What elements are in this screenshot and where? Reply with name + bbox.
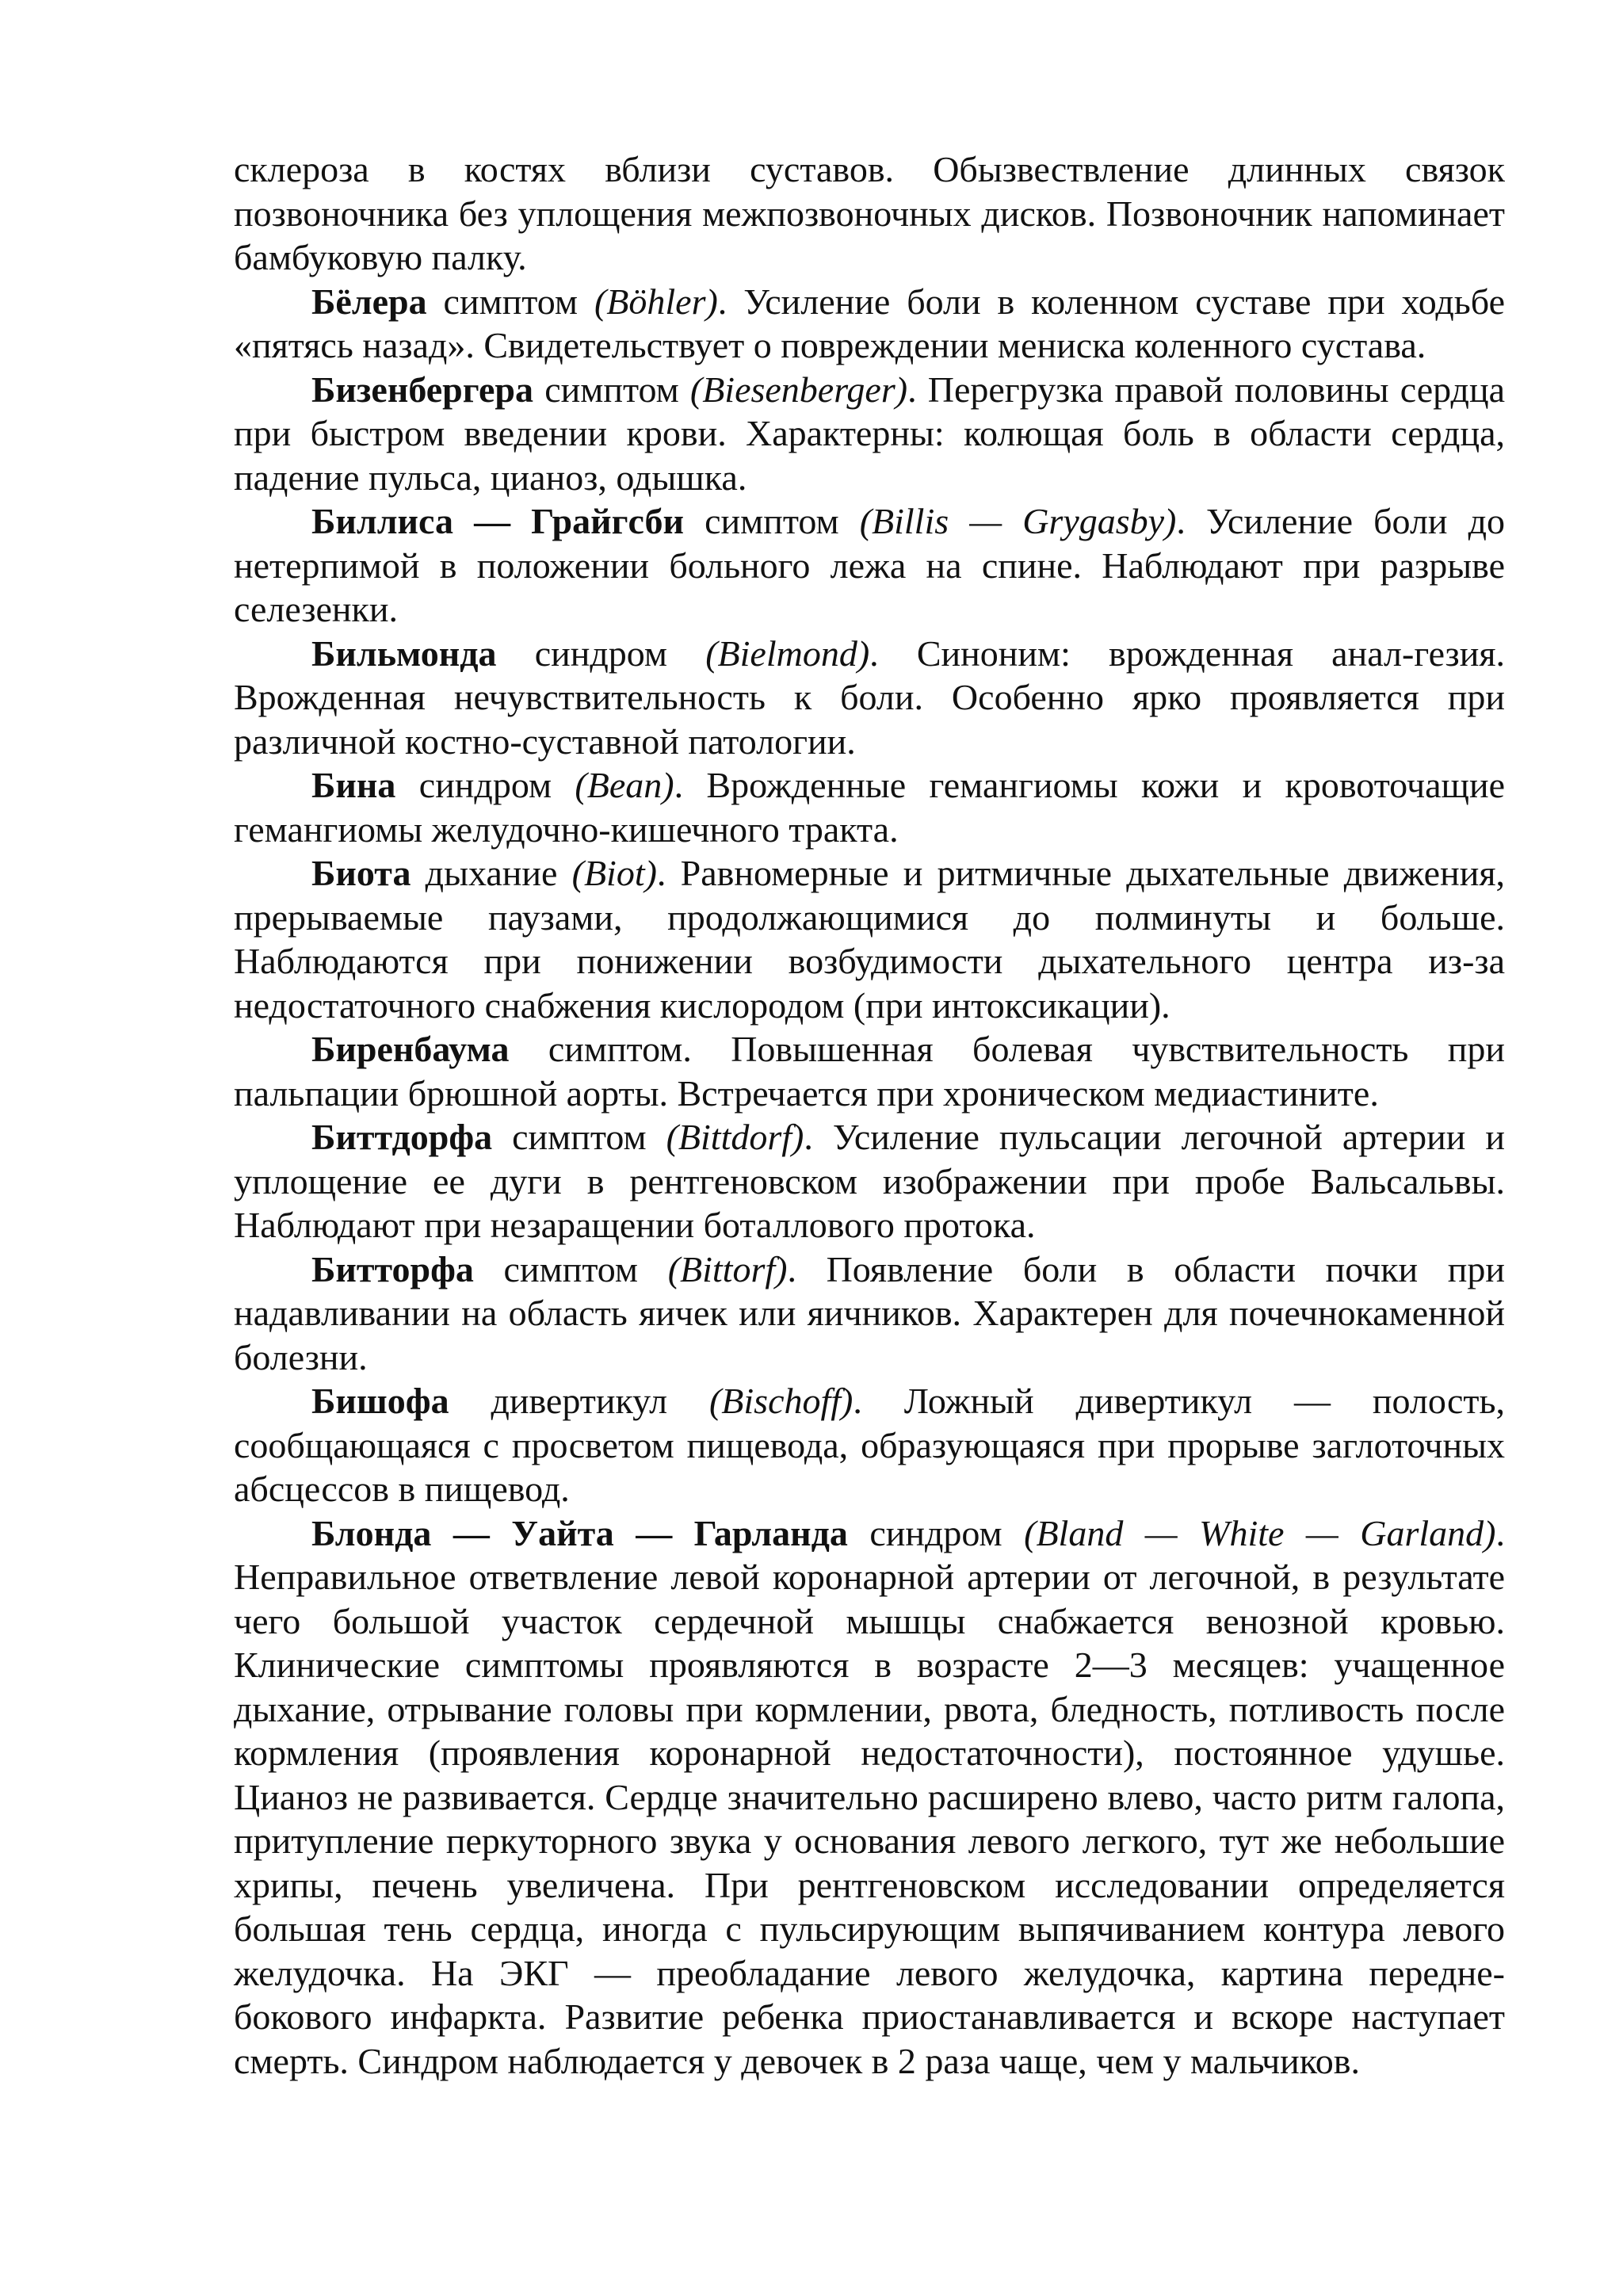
entry-term: Блонда — Уайта — Гарланда [311, 1512, 848, 1553]
paragraph-text: склероза в костях вблизи суставов. Обызвествление длинных связок позвоночника без уплощения межпозвоночных дисков. Позвоночник напоминает бамбуковую палку. [234, 149, 1505, 277]
entry-term: Биота [311, 853, 411, 893]
entry-term: Биренбаума [311, 1029, 510, 1069]
entry-term: Бильмонда [311, 632, 497, 674]
entry-description: . Усиление боли до нетерпимой в положении больного лежа на спине. Наблюдают при разрыве селезенки. [234, 501, 1506, 629]
document-page [234, 147, 1505, 2083]
entry-description: . Перегрузка правой половины сердца при быстром введении крови. Характерны: колющая боль в области сердца, падение пульса, цианоз, одышка. [234, 369, 1505, 498]
entry-term: Бизенбергера [311, 369, 533, 410]
entry-paragraph-biot [234, 851, 1505, 1027]
entry-description: Повышенная болевая чувствительность при пальпации брюшной аорты. Встречается при хроническом медиастините. [234, 1029, 1505, 1114]
continuation-paragraph [234, 147, 1505, 280]
entry-kind: синдром [395, 765, 575, 805]
entry-latin-name: (Bittorf) [667, 1248, 788, 1289]
entry-kind: симптом [684, 501, 860, 541]
entry-latin-name: (Biot) [571, 853, 657, 893]
entry-kind: симптом [492, 1117, 666, 1157]
entry-description: . Усиление боли в коленном суставе при ходьбе «пятясь назад». Свидетельствует о повреждении мениска коленного сустава. [234, 281, 1505, 365]
entry-kind: синдром [847, 1512, 1025, 1553]
entry-paragraph-bittorf [234, 1247, 1505, 1380]
entry-paragraph-bland-white-garland [234, 1511, 1505, 2084]
entry-term: Биллиса — Грайгсби [311, 501, 685, 541]
entry-kind: дивертикул [449, 1381, 709, 1421]
entry-description: . Усиление пульсации легочной артерии и уплощение ее дуги в рентгеновском изображении при пробе Вальсальвы. Наблюдают при незаращении боталлового протока. [234, 1117, 1505, 1245]
entry-description: . Равномерные и ритмичные дыхательные движения, прерываемые паузами, продолжающимися до полминуты и больше. Наблюдаются при понижении возбудимости дыхательного центра из-за недостаточного снабжения кислородом (при интоксикации). [234, 853, 1505, 1026]
entry-kind: симптом [426, 281, 594, 322]
entry-kind: симптом. [509, 1029, 692, 1069]
entry-term: Биттдорфа [311, 1117, 493, 1157]
entry-paragraph-billis [234, 499, 1505, 632]
entry-latin-name: (Böhler) [594, 281, 718, 322]
entry-description: . Ложный дивертикул — полость, сообщающаяся с просветом пищевода, образующаяся при прорыве заглоточных абсцессов в пищевод. [234, 1381, 1505, 1509]
entry-term: Битторфа [311, 1248, 474, 1289]
entry-paragraph-biesenberger [234, 368, 1505, 500]
entry-description: . Неправильное ответвление левой коронарной артерии от легочной, в результате чего большой участок сердечной мышцы снабжается венозной кровью. Клинические симптомы проявляются в возрасте 2—3 месяцев: учащенное дыхание, отрывание головы при кормлении, рвота, бледность, потливость после кормления (проявления коронарной недостаточности), постоянное удушье. Цианоз не развивается. Сердце значительно расширено влево, часто ритм галопа, притупление перкуторного звука у основания левого легкого, тут же небольшие хрипы, печень увеличена. При рентгеновском исследовании определяется большая тень сердца, иногда с пульсирующим выпячиванием контура левого желудочка. На ЭКГ — преобладание левого желудочка, картина передне-бокового инфаркта. Развитие ребенка приостанавливается и вскоре наступает смерть. Синдром наблюдается у девочек в 2 раза чаще, чем у мальчиков. [234, 1512, 1505, 2081]
entry-latin-name: (Billis — Grygasby) [859, 501, 1177, 541]
entry-description: . Появление боли в области почки при надавливании на область яичек или яичников. Характерен для почечнокаменной болезни. [234, 1248, 1505, 1377]
entry-description: . Врожденные гемангиомы кожи и кровоточащие гемангиомы желудочно-кишечного тракта. [234, 765, 1506, 850]
entry-paragraph-bean [234, 763, 1505, 851]
entry-paragraph-birenbaum [234, 1027, 1505, 1115]
entry-latin-name: (Bittdorf) [666, 1117, 804, 1157]
entry-term: Бина [311, 765, 396, 805]
entry-latin-name: (Bland — White — Garland) [1024, 1512, 1496, 1553]
entry-paragraph-bielmond [234, 632, 1505, 764]
entry-latin-name: (Bielmond) [705, 632, 870, 674]
entry-kind: симптом [473, 1248, 668, 1289]
entry-kind: симптом [533, 369, 690, 410]
entry-latin-name: (Bischoff) [708, 1381, 854, 1421]
entry-term: Бёлера [311, 281, 427, 322]
entry-term: Бишофа [311, 1381, 449, 1421]
entry-latin-name: (Biesenberger) [689, 369, 908, 410]
entry-latin-name: (Bean) [575, 765, 674, 805]
entry-paragraph-bischoff [234, 1379, 1505, 1511]
entry-description: . Синоним: врожденная анал-гезия. Врожденная нечувствительность к боли. Особенно ярко проявляется при различной костно-суставной патологии. [234, 632, 1505, 762]
entry-paragraph-bittdorf [234, 1115, 1505, 1247]
entry-paragraph-bohler [234, 280, 1505, 368]
entry-kind: дыхание [411, 853, 572, 893]
entry-kind: синдром [496, 632, 706, 674]
